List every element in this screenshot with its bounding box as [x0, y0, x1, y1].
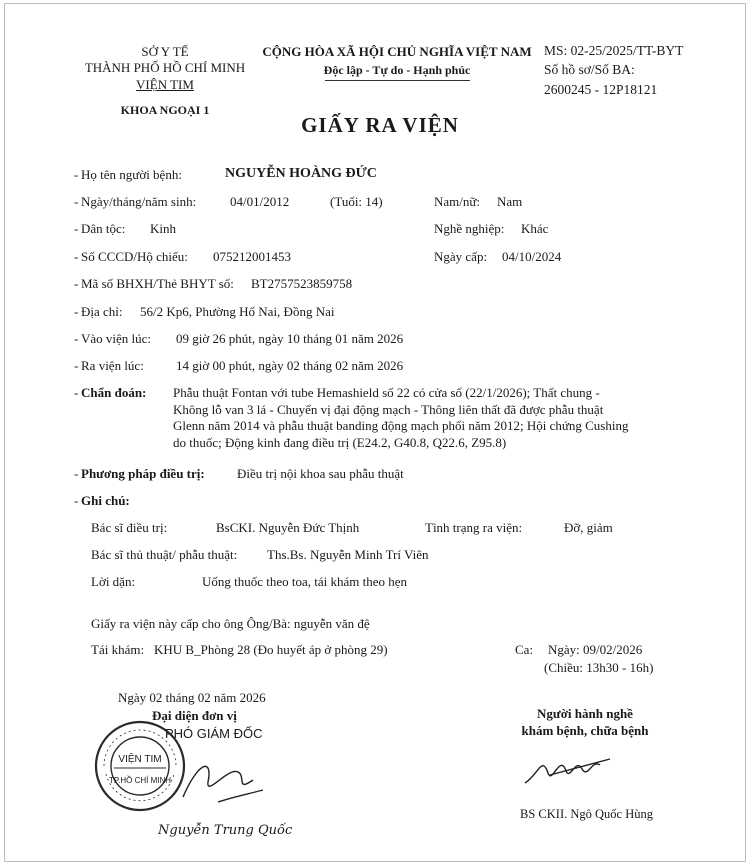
stamp-text: TP.HỒ CHÍ MINH [108, 776, 172, 785]
sign-date: Ngày 02 tháng 02 năm 2026 [118, 690, 266, 705]
treatment-label: Phương pháp điều trị: [81, 466, 205, 481]
issue-date-label: Ngày cấp: [434, 249, 488, 264]
id-value: 075212001453 [213, 249, 291, 264]
gender-label: Nam/nữ: [434, 194, 481, 209]
bullet: - [74, 221, 79, 236]
unit-representative: Đại diện đơn vị [152, 708, 237, 723]
shift-label: Ca: [515, 642, 534, 657]
insurance-value: BT2757523859758 [251, 276, 353, 291]
bullet: - [74, 331, 79, 346]
bullet: - [74, 276, 79, 291]
notes-label: Ghi chú: [81, 493, 130, 508]
surgeon-label: Bác sĩ thủ thuật/ phẫu thuật: [91, 547, 238, 562]
doctor-value: BsCKI. Nguyễn Đức Thịnh [216, 520, 360, 535]
dob-value: 04/01/2012 [230, 194, 290, 209]
director-signature-icon [178, 752, 268, 812]
record-number: 2600245 - 12P18121 [544, 82, 658, 97]
diagnosis-line: Phẫu thuật Fontan với tube Hemashield số 22 có cửa sổ (22/1/2026); Thất chung - [173, 385, 600, 400]
bullet: - [74, 167, 79, 182]
job-label: Nghề nghiệp: [434, 221, 505, 236]
address-value: 56/2 Kp6, Phường Hố Nai, Đồng Nai [140, 304, 335, 319]
address-label: Địa chỉ: [81, 304, 123, 319]
id-label: Số CCCD/Hộ chiếu: [81, 249, 188, 264]
name-label: Họ tên người bệnh: [81, 167, 182, 182]
advice-label: Lời dặn: [91, 574, 136, 589]
bullet: - [74, 466, 79, 481]
surgeon-value: Ths.Bs. Nguyễn Minh Trí Viên [267, 547, 429, 562]
issued-to: Giấy ra viện này cấp cho ông Ông/Bà: nguyễn văn đệ [91, 616, 370, 631]
bullet: - [74, 493, 79, 508]
vice-director-title: PHÓ GIÁM ĐỐC [165, 726, 263, 741]
discharge-label: Ra viện lúc: [81, 358, 144, 373]
header-motto: Độc lập - Tự do - Hạnh phúc [323, 63, 471, 77]
bullet: - [74, 249, 79, 264]
ethnic-value: Kinh [150, 221, 176, 236]
diagnosis-label: Chẩn đoán: [81, 385, 147, 400]
admission-value: 09 giờ 26 phút, ngày 10 tháng 01 năm 2026 [176, 331, 404, 346]
director-name: Nguyễn Trung Quốc [158, 823, 293, 838]
stamp-text: VIỆN TIM [118, 754, 162, 765]
diagnosis-line: do thuốc; Động kinh đang điều trị (E24.2, G40.8, Q22.6, Z95.8) [173, 434, 507, 450]
diagnosis-line: Không lỗ van 3 lá - Chuyển vị đại động mạch - Thông liên thất đã được phẫu thuật [173, 401, 604, 417]
header-department: KHOA NGOẠI 1 [120, 103, 210, 117]
record-number-label: Số hồ sơ/Số BA: [544, 62, 635, 77]
header-country: CỘNG HÒA XÃ HỘI CHỦ NGHĨA VIỆT NAM [262, 44, 532, 59]
practitioner-title: Người hành nghề [537, 706, 633, 721]
issue-date-value: 04/10/2024 [502, 249, 562, 264]
bullet: - [74, 385, 79, 400]
status-label: Tình trạng ra viện: [425, 520, 523, 535]
diagnosis-text [173, 385, 693, 451]
header-institute: VIỆN TIM [136, 77, 194, 92]
patient-name: NGUYỄN HOÀNG ĐỨC [225, 166, 377, 181]
treatment-value: Điều trị nội khoa sau phẫu thuật [237, 466, 404, 481]
ethnic-label: Dân tộc: [81, 221, 126, 236]
practitioner-name: BS CKII. Ngô Quốc Hùng [520, 807, 653, 821]
form-code: MS: 02-25/2025/TT-BYT [544, 43, 684, 58]
practitioner-subtitle: khám bệnh, chữa bệnh [521, 723, 649, 738]
admission-label: Vào viện lúc: [81, 331, 152, 346]
practitioner-signature-icon [520, 745, 630, 790]
followup-value: KHU B_Phòng 28 (Đo huyết áp ở phòng 29) [154, 642, 388, 657]
document-title: GIẤY RA VIỆN [301, 113, 459, 137]
bullet: - [74, 358, 79, 373]
job-value: Khác [521, 221, 549, 236]
advice-value: Uống thuốc theo toa, tái khám theo hẹn [202, 574, 408, 589]
doctor-label: Bác sĩ điều trị: [91, 520, 168, 535]
followup-time: (Chiều: 13h30 - 16h) [544, 660, 654, 675]
followup-label: Tái khám: [91, 642, 145, 657]
status-value: Đỡ, giảm [564, 520, 613, 535]
age-value: (Tuổi: 14) [330, 194, 383, 209]
motto-underline [325, 80, 470, 81]
header-ministry: SỞ Y TẾ [141, 44, 189, 59]
dob-label: Ngày/tháng/năm sinh: [81, 194, 197, 209]
bullet: - [74, 194, 79, 209]
diagnosis-line: Glenn năm 2014 và phẫu thuật banding động mạch phổi năm 2012; Hội chứng Cushing [173, 418, 629, 433]
header-city: THÀNH PHỐ HỒ CHÍ MINH [84, 60, 246, 75]
gender-value: Nam [497, 194, 523, 209]
insurance-label: Mã số BHXH/Thẻ BHYT số: [81, 276, 234, 291]
followup-date: Ngày: 09/02/2026 [548, 642, 643, 657]
discharge-value: 14 giờ 00 phút, ngày 02 tháng 02 năm 2026 [176, 358, 404, 373]
bullet: - [74, 304, 79, 319]
